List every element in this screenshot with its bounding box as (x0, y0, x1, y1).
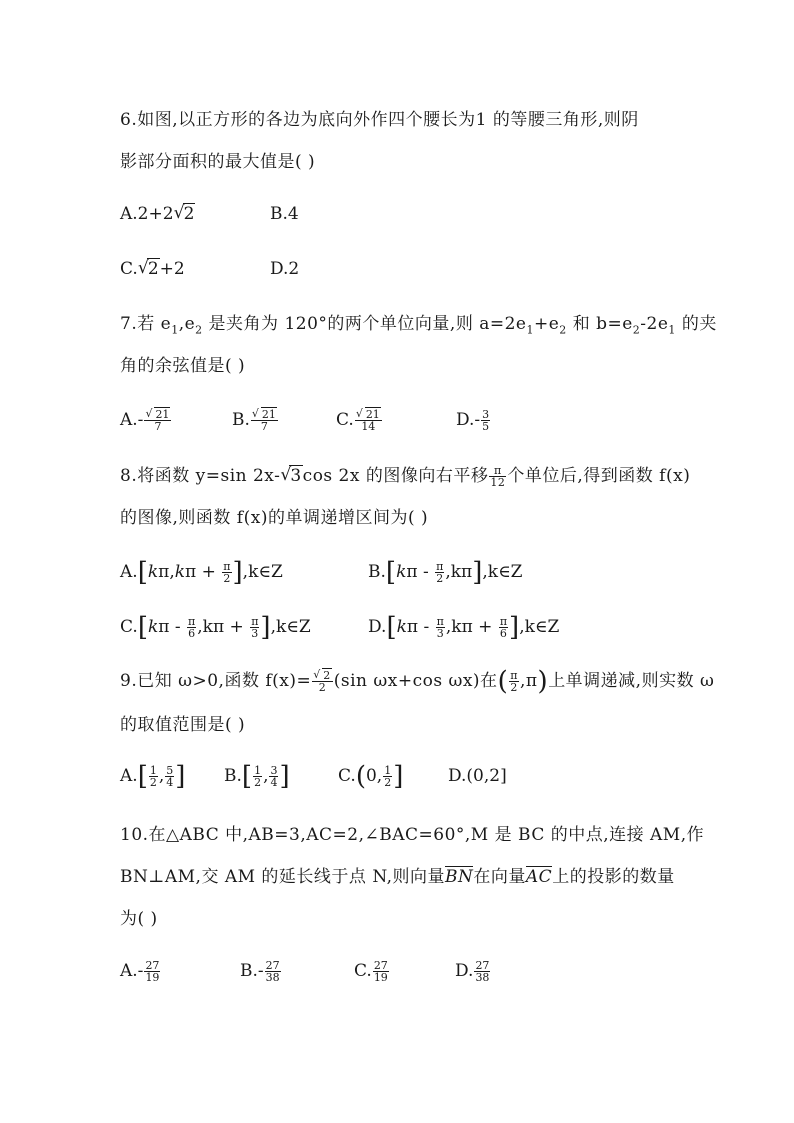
option-label: B.4 (270, 204, 299, 224)
q10-stem-line3: 为( ) (120, 909, 158, 929)
option-label: D.2 (270, 259, 300, 279)
q10-option-c: C. $\frac{27}{19}$ (354, 959, 388, 984)
q6-text: 影部分面积的最大值是( ) (120, 152, 316, 172)
q7-option-d: D.- $\frac{3}{5}$ (456, 408, 490, 433)
q9-stem-line2: 的取值范围是( ) (120, 715, 246, 735)
q7-option-a: A.- √ $\frac{21}{7}$ (120, 405, 172, 435)
sqrt: √ 2 (174, 199, 196, 229)
q6-text: 6.如图,以正方形的各边为底向外作四个腰长为1 的等腰三角形,则阴 (120, 110, 639, 130)
q7-option-c: C. √ $\frac{21}{14}$ (336, 405, 383, 435)
q10-stem-line1: 10.在△ABC 中,AB=3,AC=2,∠BAC=60°,M 是 BC 的中点,连接 AM,作 (120, 825, 705, 845)
vector-bn: BN (445, 867, 474, 887)
q9-stem-line1: 9.已知 ω>0,函数 f(x)= √ $\frac{2}{2}$ (sin ωx+cos ωx)在( $\frac{\pi}{2}$ ,π)上单调递减,则实数 ω (120, 668, 714, 694)
fraction: √ $\frac{21}{7}$ (251, 409, 278, 432)
q9-option-d: D.(0,2] (448, 766, 507, 786)
q7-stem-line1: 7.若 $e_1,e_2$ 是夹角为 120°的两个单位向量,则 $a=2e_1+e_2$ 和 $b=e_2-2e_1$ 的夹 (120, 314, 717, 337)
q6-option-a (120, 199, 195, 229)
q6-option-d (270, 254, 299, 284)
q6-stem-line1 (120, 107, 639, 133)
fraction: √ $\frac{21}{7}$ (144, 409, 171, 432)
q10-option-a: A.- $\frac{27}{19}$ (120, 959, 160, 984)
q8-option-b: B.[kπ - $\frac{\pi}{2}$ ,kπ],k∈Z (368, 557, 523, 588)
fraction: $\frac{3}{5}$ (482, 408, 490, 433)
q10-stem-line2: BN⊥AM,交 AM 的延长线于点 N,则向量BN在向量AC上的投影的数量 (120, 867, 675, 887)
q8-option-c: C.[kπ - $\frac{\pi}{6}$ ,kπ + $\frac{\pi}{3}$ ],k∈Z (120, 612, 311, 643)
q7-option-b: B. √ $\frac{21}{7}$ (232, 405, 279, 435)
q6-option-c: C.√ 2+2 (120, 254, 185, 284)
q6-stem-line2 (120, 149, 315, 175)
q8-option-a: A.[kπ,kπ + $\frac{\pi}{2}$ ],k∈Z (120, 557, 283, 588)
option-label: A.2+2 (120, 204, 174, 224)
q6-option-b (270, 199, 299, 229)
q10-option-b: B.- $\frac{27}{38}$ (240, 959, 280, 984)
q10-option-d: D. $\frac{27}{38}$ (455, 959, 490, 984)
q9-option-c: C.(0, $\frac{1}{2}$ ] (338, 761, 404, 792)
vector-ac: AC (525, 867, 553, 887)
q8-stem-line2: 的图像,则函数 f(x)的单调递增区间为( ) (120, 508, 429, 528)
q7-stem-line2: 角的余弦值是( ) (120, 356, 246, 376)
option-label: C. (120, 259, 138, 279)
q8-stem-line1: 8.将函数 y=sin 2x-√ 3cos 2x 的图像向右平移 $\frac{\pi}{12}$ 个单位后,得到函数 f(x) (120, 463, 690, 489)
q8-option-d: D.[kπ - $\frac{\pi}{3}$ ,kπ + $\frac{\pi}{6}$ ],k∈Z (368, 612, 560, 643)
fraction: √ $\frac{21}{14}$ (355, 409, 382, 432)
sqrt: √ 2 (138, 254, 160, 284)
q9-option-b: B.[ $\frac{1}{2}$ , $\frac{3}{4}$ ] (224, 761, 290, 792)
q9-option-a: A.[ $\frac{1}{2}$ , $\frac{5}{4}$ ] (120, 761, 186, 792)
